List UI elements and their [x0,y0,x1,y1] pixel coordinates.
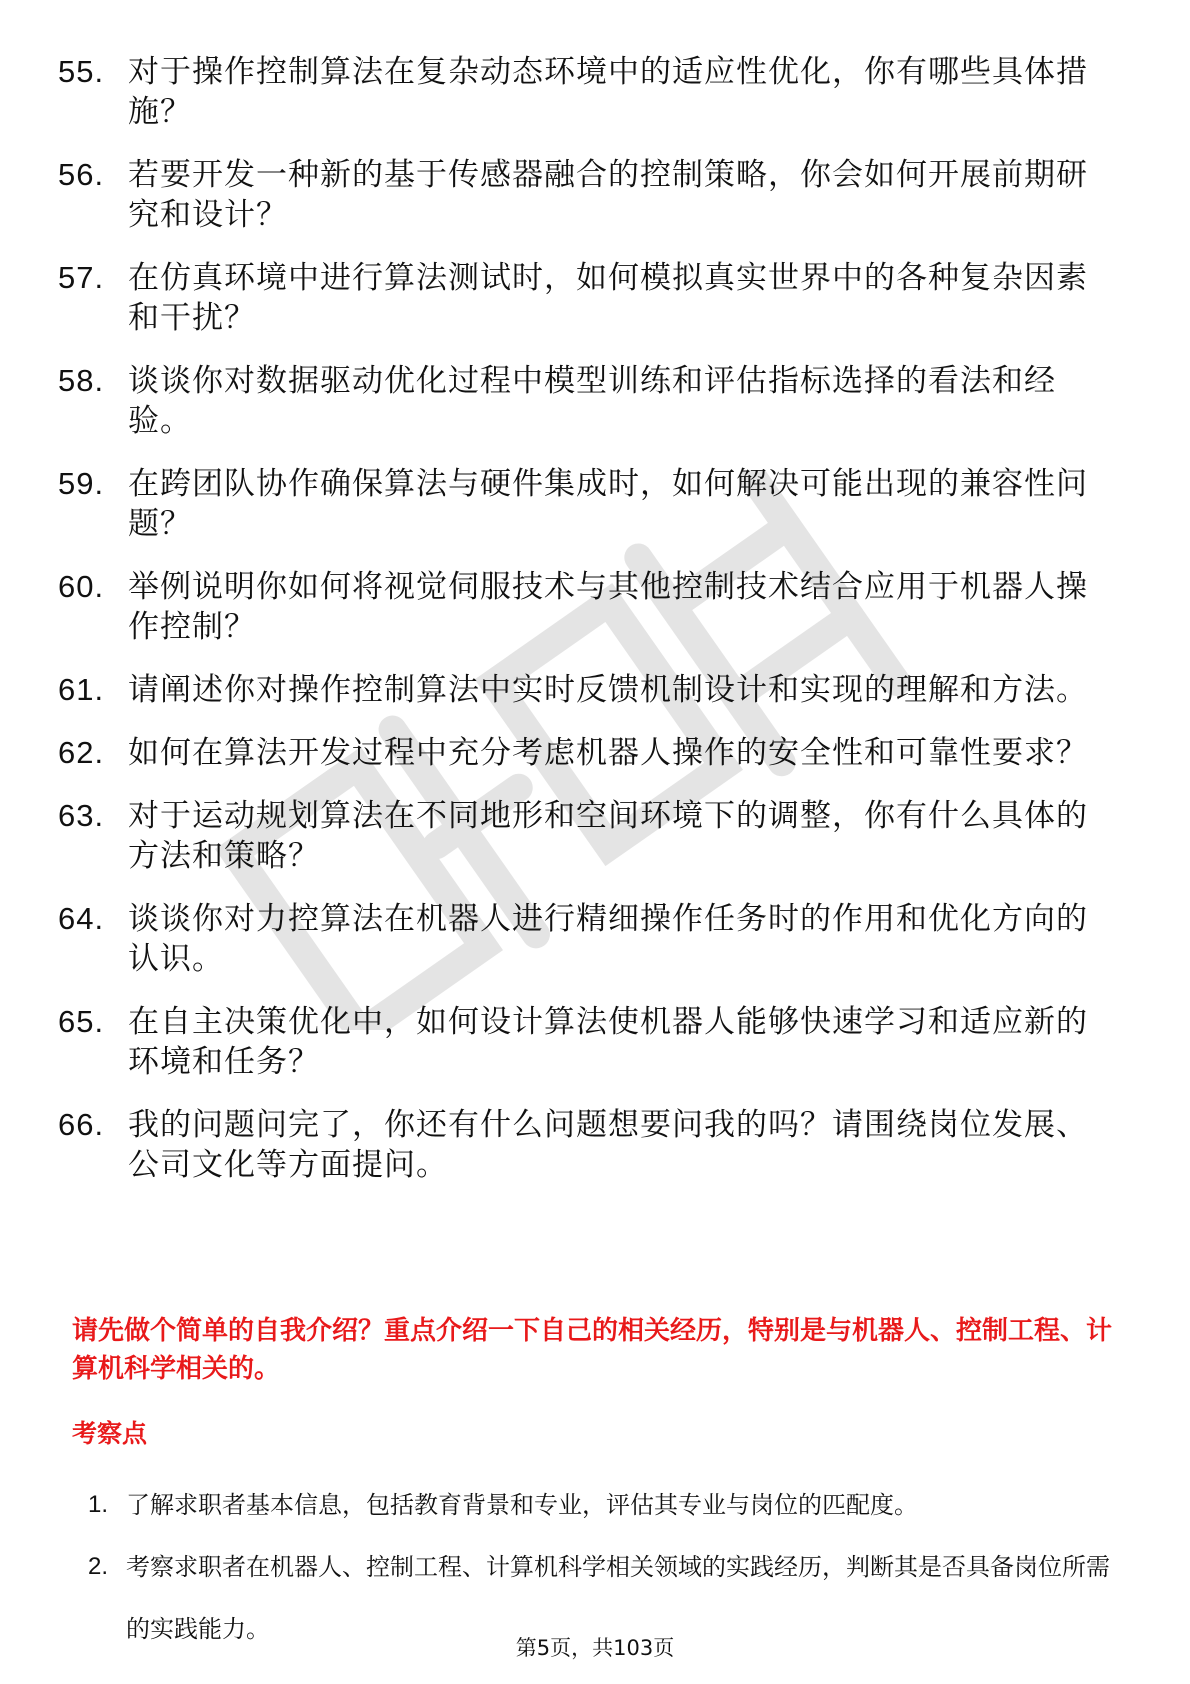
point-number: 1. [88,1491,109,1518]
question-number: 65. [58,1004,105,1039]
question-text: 在跨团队协作确保算法与硬件集成时，如何解决可能出现的兼容性问题？ [128,466,1088,542]
question-number: 60. [58,569,105,604]
question-item [58,567,1118,647]
question-number: 64. [58,901,105,936]
question-number: 58. [58,363,105,398]
question-number: 63. [58,798,105,833]
intro-question-heading: 请先做个简单的自我介绍？重点介绍一下自己的相关经历，特别是与机器人、控制工程、计算机科学相关的。 [72,1316,1113,1384]
point-number: 2. [88,1553,109,1580]
question-item [58,361,1118,441]
evaluation-point [88,1474,1118,1536]
question-number: 62. [58,735,105,770]
question-number: 55. [58,54,105,89]
question-text: 谈谈你对力控算法在机器人进行精细操作任务时的作用和优化方向的认识。 [128,901,1088,977]
question-number: 57. [58,260,105,295]
question-text: 请阐述你对操作控制算法中实时反馈机制设计和实现的理解和方法。 [128,672,1088,708]
page-footer: 第5页，共103页 [515,1636,675,1660]
question-item [58,1105,1118,1185]
question-item [58,670,1118,710]
question-number: 61. [58,672,105,707]
question-item [58,1002,1118,1082]
question-item [58,155,1118,235]
question-text: 谈谈你对数据驱动优化过程中模型训练和评估指标选择的看法和经验。 [128,363,1056,439]
question-text: 在仿真环境中进行算法测试时，如何模拟真实世界中的各种复杂因素和干扰？ [128,260,1088,336]
question-text: 若要开发一种新的基于传感器融合的控制策略，你会如何开展前期研究和设计？ [128,157,1088,233]
question-number: 56. [58,157,105,192]
question-text: 如何在算法开发过程中充分考虑机器人操作的安全性和可靠性要求？ [128,735,1088,771]
point-text: 了解求职者基本信息，包括教育背景和专业，评估其专业与岗位的匹配度。 [126,1491,918,1519]
question-list [58,52,1118,1208]
question-number: 66. [58,1107,105,1142]
question-text: 举例说明你如何将视觉伺服技术与其他控制技术结合应用于机器人操作控制？ [128,569,1088,645]
question-text: 我的问题问完了，你还有什么问题想要问我的吗？请围绕岗位发展、公司文化等方面提问。 [128,1107,1088,1183]
question-item [58,464,1118,544]
section-title: 考察点 [72,1419,148,1448]
question-text: 对于运动规划算法在不同地形和空间环境下的调整，你有什么具体的方法和策略？ [128,798,1088,874]
point-text: 考察求职者在机器人、控制工程、计算机科学相关领域的实践经历，判断其是否具备岗位所需的实践能力。 [126,1553,1110,1643]
question-item [58,733,1118,773]
question-text: 在自主决策优化中，如何设计算法使机器人能够快速学习和适应新的环境和任务？ [128,1004,1088,1080]
question-item [58,52,1118,132]
question-item [58,899,1118,979]
question-text: 对于操作控制算法在复杂动态环境中的适应性优化，你有哪些具体措施？ [128,54,1088,130]
question-item [58,258,1118,338]
question-number: 59. [58,466,105,501]
question-item [58,796,1118,876]
